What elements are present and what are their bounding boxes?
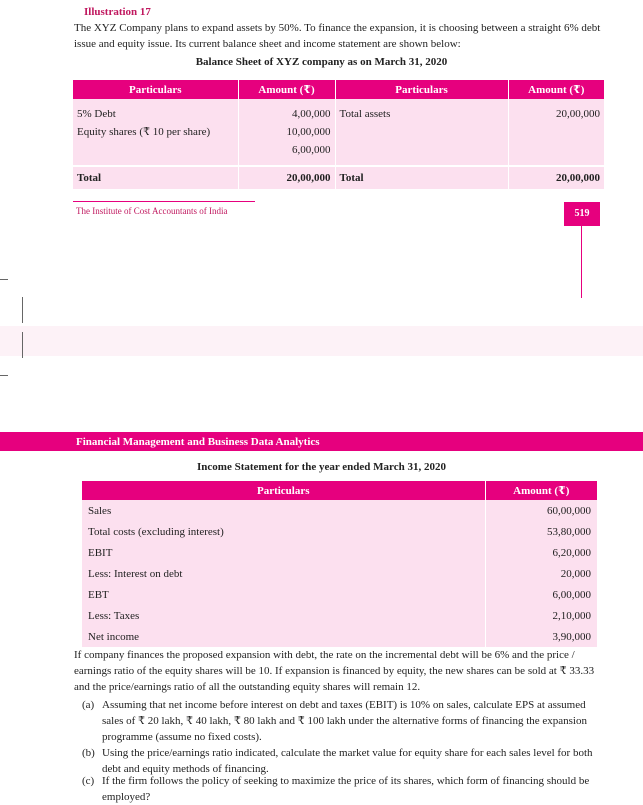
is-label: Less: Taxes [82, 605, 485, 626]
bs-header-amount-left: Amount (₹) [238, 80, 335, 99]
bs-total-label-right: Total [335, 166, 508, 189]
is-amount: 3,90,000 [485, 626, 597, 647]
table-row [82, 521, 597, 542]
running-header: Financial Management and Business Data Analytics [76, 436, 320, 448]
is-amount: 2,10,000 [485, 605, 597, 626]
page-number-stem [581, 226, 582, 298]
bs-amount-debt: 4,00,000 [292, 108, 331, 120]
bs-header-particulars-right: Particulars [335, 80, 508, 99]
table-row [82, 626, 597, 647]
bs-amount-total-assets: 20,00,000 [556, 108, 600, 120]
illustration-intro: The XYZ Company plans to expand assets by 50%. To finance the expansion, it is choosing between a straight 6% debt issue and equity issue. Its current balance sheet and income statement are shown below: [74, 22, 601, 50]
bs-total-label-left: Total [73, 166, 238, 189]
bs-left-items [73, 99, 238, 166]
bs-total-left: 20,00,000 [238, 166, 335, 189]
bs-header-particulars-left: Particulars [73, 80, 238, 99]
question-text: If company finances the proposed expansion with debt, the rate on the incremental debt will be 6% and the price / earnings ratio of the equity shares will be 10. If expansion is financed by equity, the new shares can be sold at ₹ 33.33 and the price/earnings ratio of all the outstanding equity shares will remain 12. [74, 649, 595, 693]
is-header-amount: Amount (₹) [485, 481, 597, 500]
crop-mark [0, 375, 8, 376]
illustration-title: Illustration 17 [84, 6, 151, 18]
table-row [82, 584, 597, 605]
is-label: Less: Interest on debt [82, 563, 485, 584]
bs-right-amounts [508, 99, 604, 166]
bs-right-items [335, 99, 508, 166]
part-text: If the firm follows the policy of seeking to maximize the price of its shares, which form of financing should be employed? [102, 775, 590, 803]
income-statement-table [82, 481, 597, 647]
crop-mark [0, 279, 8, 280]
is-amount: 6,20,000 [485, 542, 597, 563]
part-label: (c) [82, 775, 95, 787]
bs-left-amounts [238, 99, 335, 166]
income-statement-title: Income Statement for the year ended March 31, 2020 [197, 461, 446, 473]
footer-rule [73, 201, 255, 202]
is-label: Net income [82, 626, 485, 647]
bs-total-right: 20,00,000 [508, 166, 604, 189]
is-header-particulars: Particulars [82, 481, 485, 500]
is-label: Total costs (excluding interest) [82, 521, 485, 542]
balance-sheet-table [73, 80, 604, 189]
is-label: EBIT [82, 542, 485, 563]
is-amount: 60,00,000 [485, 500, 597, 521]
bs-item-debt: 5% Debt [77, 108, 116, 120]
table-row [82, 500, 597, 521]
part-label: (a) [82, 699, 95, 711]
table-row [82, 563, 597, 584]
crop-mark [22, 332, 23, 358]
part-text: Using the price/earnings ratio indicated, calculate the market value for equity share for each sales level for both debt and equity methods of financing. [102, 747, 593, 775]
bs-amount-equity: 10,00,000 [286, 126, 331, 138]
page-gap-band [0, 326, 643, 356]
question-part-a [82, 697, 600, 745]
footer-institute: The Institute of Cost Accountants of India [76, 206, 228, 216]
bs-item-equity: Equity shares (₹ 10 per share) [77, 126, 211, 138]
is-label: Sales [82, 500, 485, 521]
part-label: (b) [82, 747, 95, 759]
is-amount: 20,000 [485, 563, 597, 584]
crop-mark [22, 297, 23, 323]
bs-header-amount-right: Amount (₹) [508, 80, 604, 99]
balance-sheet-title: Balance Sheet of XYZ company as on March 31, 2020 [195, 56, 448, 68]
table-row [82, 605, 597, 626]
is-label: EBT [82, 584, 485, 605]
bs-item-total-assets: Total assets [339, 108, 391, 120]
bs-amount-other: 6,00,000 [292, 144, 331, 156]
part-text: Assuming that net income before interest on debt and taxes (EBIT) is 10% on sales, calculate EPS at assumed sales of ₹ 20 lakh, ₹ 40 lakh, ₹ 80 lakh and ₹ 100 lakh under the alternative forms of financing the expansion programme (assume no fixed costs). [102, 699, 587, 743]
is-amount: 53,80,000 [485, 521, 597, 542]
is-amount: 6,00,000 [485, 584, 597, 605]
question-part-c [82, 773, 600, 805]
page-number: 519 [564, 202, 600, 226]
table-row [82, 542, 597, 563]
